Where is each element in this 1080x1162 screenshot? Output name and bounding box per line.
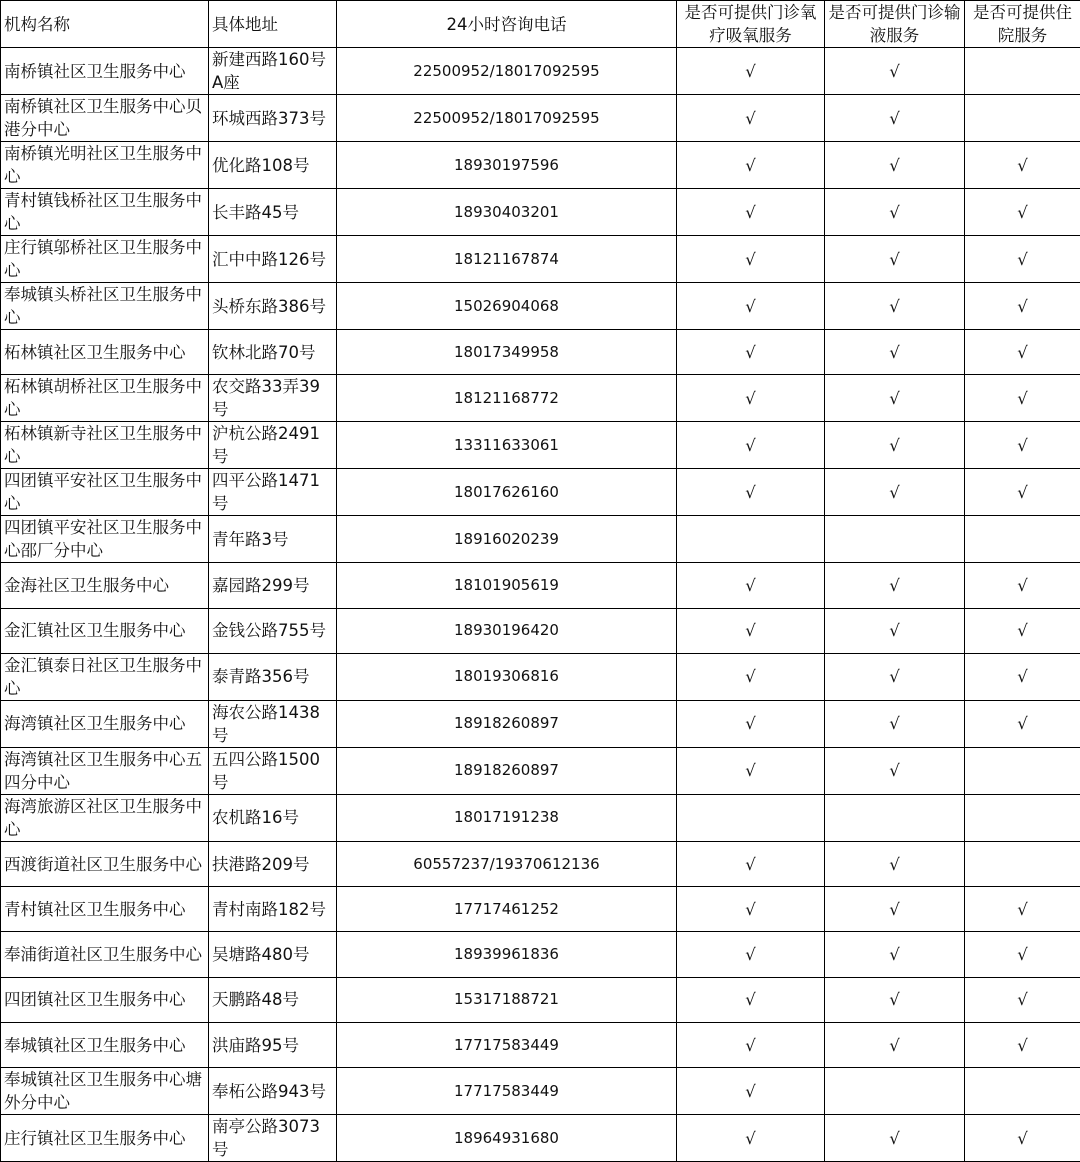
cell-name: 柘林镇新寺社区卫生服务中心 [1, 422, 209, 469]
header-infusion-service: 是否可提供门诊输液服务 [825, 1, 965, 48]
cell-inpatient-mark: √ [965, 422, 1080, 469]
cell-oxygen-mark: √ [677, 608, 825, 653]
cell-infusion-mark: √ [825, 977, 965, 1022]
cell-address: 扶港路209号 [209, 841, 337, 886]
cell-oxygen-mark: √ [677, 887, 825, 932]
cell-inpatient-mark [965, 95, 1080, 142]
cell-infusion-mark: √ [825, 330, 965, 375]
cell-inpatient-mark: √ [965, 563, 1080, 608]
cell-address: 汇中中路126号 [209, 236, 337, 283]
cell-phone: 18121168772 [337, 375, 677, 422]
cell-address: 农交路33弄39号 [209, 375, 337, 422]
header-phone: 24小时咨询电话 [337, 1, 677, 48]
cell-name: 奉浦街道社区卫生服务中心 [1, 932, 209, 977]
cell-infusion-mark [825, 794, 965, 841]
cell-infusion-mark: √ [825, 283, 965, 330]
table-row [1, 1023, 1080, 1068]
cell-inpatient-mark [965, 794, 1080, 841]
cell-oxygen-mark: √ [677, 700, 825, 747]
cell-oxygen-mark: √ [677, 95, 825, 142]
table-row [1, 189, 1080, 236]
header-inpatient-service: 是否可提供住院服务 [965, 1, 1080, 48]
cell-address: 青年路3号 [209, 516, 337, 563]
cell-inpatient-mark: √ [965, 330, 1080, 375]
cell-oxygen-mark: √ [677, 563, 825, 608]
table-row [1, 469, 1080, 516]
cell-oxygen-mark [677, 516, 825, 563]
table-row [1, 887, 1080, 932]
cell-oxygen-mark [677, 794, 825, 841]
cell-address: 五四公路1500号 [209, 747, 337, 794]
cell-address: 头桥东路386号 [209, 283, 337, 330]
cell-name: 四团镇社区卫生服务中心 [1, 977, 209, 1022]
cell-address: 新建西路160号A座 [209, 48, 337, 95]
cell-phone: 18930196420 [337, 608, 677, 653]
cell-oxygen-mark: √ [677, 1068, 825, 1115]
cell-oxygen-mark: √ [677, 283, 825, 330]
cell-name: 青村镇社区卫生服务中心 [1, 887, 209, 932]
cell-address: 吴塘路480号 [209, 932, 337, 977]
table-row [1, 142, 1080, 189]
cell-name: 奉城镇社区卫生服务中心 [1, 1023, 209, 1068]
cell-inpatient-mark: √ [965, 1023, 1080, 1068]
table-row [1, 48, 1080, 95]
cell-phone: 18017349958 [337, 330, 677, 375]
cell-oxygen-mark: √ [677, 1023, 825, 1068]
cell-inpatient-mark: √ [965, 142, 1080, 189]
cell-address: 四平公路1471号 [209, 469, 337, 516]
cell-phone: 18964931680 [337, 1115, 677, 1162]
cell-infusion-mark: √ [825, 700, 965, 747]
cell-oxygen-mark: √ [677, 330, 825, 375]
cell-address: 奉柘公路943号 [209, 1068, 337, 1115]
header-row [1, 1, 1080, 48]
cell-name: 金海社区卫生服务中心 [1, 563, 209, 608]
cell-name: 四团镇平安社区卫生服务中心 [1, 469, 209, 516]
cell-inpatient-mark: √ [965, 977, 1080, 1022]
cell-name: 海湾镇社区卫生服务中心 [1, 700, 209, 747]
cell-inpatient-mark [965, 48, 1080, 95]
cell-name: 奉城镇社区卫生服务中心塘外分中心 [1, 1068, 209, 1115]
cell-name: 庄行镇社区卫生服务中心 [1, 1115, 209, 1162]
cell-inpatient-mark [965, 516, 1080, 563]
cell-address: 嘉园路299号 [209, 563, 337, 608]
cell-infusion-mark [825, 516, 965, 563]
header-address: 具体地址 [209, 1, 337, 48]
cell-infusion-mark: √ [825, 563, 965, 608]
cell-inpatient-mark [965, 841, 1080, 886]
cell-oxygen-mark: √ [677, 236, 825, 283]
cell-name: 庄行镇邬桥社区卫生服务中心 [1, 236, 209, 283]
cell-oxygen-mark: √ [677, 841, 825, 886]
cell-inpatient-mark: √ [965, 189, 1080, 236]
cell-infusion-mark: √ [825, 1115, 965, 1162]
cell-phone: 17717583449 [337, 1023, 677, 1068]
cell-phone: 18121167874 [337, 236, 677, 283]
table-row [1, 747, 1080, 794]
cell-inpatient-mark: √ [965, 375, 1080, 422]
cell-phone: 18939961836 [337, 932, 677, 977]
cell-infusion-mark: √ [825, 1023, 965, 1068]
table-row [1, 700, 1080, 747]
cell-address: 优化路108号 [209, 142, 337, 189]
cell-name: 金汇镇社区卫生服务中心 [1, 608, 209, 653]
cell-infusion-mark: √ [825, 422, 965, 469]
cell-infusion-mark: √ [825, 142, 965, 189]
cell-name: 南桥镇社区卫生服务中心 [1, 48, 209, 95]
cell-oxygen-mark: √ [677, 653, 825, 700]
cell-oxygen-mark: √ [677, 142, 825, 189]
table-row [1, 653, 1080, 700]
cell-infusion-mark: √ [825, 48, 965, 95]
cell-oxygen-mark: √ [677, 48, 825, 95]
cell-oxygen-mark: √ [677, 469, 825, 516]
cell-phone: 22500952/18017092595 [337, 95, 677, 142]
cell-name: 奉城镇头桥社区卫生服务中心 [1, 283, 209, 330]
table-row [1, 422, 1080, 469]
cell-phone: 15026904068 [337, 283, 677, 330]
cell-phone: 22500952/18017092595 [337, 48, 677, 95]
cell-address: 金钱公路755号 [209, 608, 337, 653]
cell-oxygen-mark: √ [677, 422, 825, 469]
cell-name: 南桥镇光明社区卫生服务中心 [1, 142, 209, 189]
cell-oxygen-mark: √ [677, 375, 825, 422]
cell-name: 海湾旅游区社区卫生服务中心 [1, 794, 209, 841]
table-row [1, 330, 1080, 375]
cell-name: 海湾镇社区卫生服务中心五四分中心 [1, 747, 209, 794]
cell-inpatient-mark [965, 1068, 1080, 1115]
table-row [1, 1068, 1080, 1115]
cell-infusion-mark: √ [825, 887, 965, 932]
cell-name: 柘林镇胡桥社区卫生服务中心 [1, 375, 209, 422]
cell-oxygen-mark: √ [677, 189, 825, 236]
cell-infusion-mark: √ [825, 189, 965, 236]
header-name: 机构名称 [1, 1, 209, 48]
cell-address: 天鹏路48号 [209, 977, 337, 1022]
table-row [1, 977, 1080, 1022]
cell-phone: 60557237/19370612136 [337, 841, 677, 886]
cell-address: 长丰路45号 [209, 189, 337, 236]
table-row [1, 283, 1080, 330]
cell-name: 柘林镇社区卫生服务中心 [1, 330, 209, 375]
cell-infusion-mark: √ [825, 608, 965, 653]
cell-infusion-mark [825, 1068, 965, 1115]
cell-name: 金汇镇泰日社区卫生服务中心 [1, 653, 209, 700]
cell-phone: 18017626160 [337, 469, 677, 516]
table-row [1, 563, 1080, 608]
cell-infusion-mark: √ [825, 841, 965, 886]
cell-phone: 18101905619 [337, 563, 677, 608]
cell-phone: 18916020239 [337, 516, 677, 563]
cell-inpatient-mark: √ [965, 700, 1080, 747]
cell-oxygen-mark: √ [677, 747, 825, 794]
cell-infusion-mark: √ [825, 95, 965, 142]
cell-address: 泰青路356号 [209, 653, 337, 700]
cell-address: 南亭公路3073号 [209, 1115, 337, 1162]
cell-oxygen-mark: √ [677, 932, 825, 977]
table-row [1, 1115, 1080, 1162]
cell-infusion-mark: √ [825, 375, 965, 422]
cell-inpatient-mark: √ [965, 1115, 1080, 1162]
cell-inpatient-mark: √ [965, 887, 1080, 932]
cell-address: 沪杭公路2491号 [209, 422, 337, 469]
cell-infusion-mark: √ [825, 932, 965, 977]
cell-phone: 17717583449 [337, 1068, 677, 1115]
cell-phone: 18930197596 [337, 142, 677, 189]
cell-name: 西渡街道社区卫生服务中心 [1, 841, 209, 886]
table-row [1, 236, 1080, 283]
cell-phone: 17717461252 [337, 887, 677, 932]
table-row [1, 841, 1080, 886]
cell-address: 洪庙路95号 [209, 1023, 337, 1068]
cell-infusion-mark: √ [825, 469, 965, 516]
table-row [1, 608, 1080, 653]
cell-phone: 18017191238 [337, 794, 677, 841]
cell-inpatient-mark: √ [965, 932, 1080, 977]
table-row [1, 516, 1080, 563]
cell-inpatient-mark [965, 747, 1080, 794]
table-row [1, 932, 1080, 977]
table-row [1, 95, 1080, 142]
cell-phone: 15317188721 [337, 977, 677, 1022]
cell-infusion-mark: √ [825, 236, 965, 283]
cell-address: 农机路16号 [209, 794, 337, 841]
cell-inpatient-mark: √ [965, 608, 1080, 653]
table-row [1, 375, 1080, 422]
cell-inpatient-mark: √ [965, 283, 1080, 330]
cell-phone: 18918260897 [337, 700, 677, 747]
cell-oxygen-mark: √ [677, 1115, 825, 1162]
cell-phone: 18019306816 [337, 653, 677, 700]
cell-address: 环城西路373号 [209, 95, 337, 142]
cell-name: 四团镇平安社区卫生服务中心邵厂分中心 [1, 516, 209, 563]
cell-address: 海农公路1438号 [209, 700, 337, 747]
cell-inpatient-mark: √ [965, 236, 1080, 283]
cell-oxygen-mark: √ [677, 977, 825, 1022]
cell-address: 钦林北路70号 [209, 330, 337, 375]
header-oxygen-service: 是否可提供门诊氧疗吸氧服务 [677, 1, 825, 48]
cell-address: 青村南路182号 [209, 887, 337, 932]
cell-infusion-mark: √ [825, 747, 965, 794]
cell-phone: 13311633061 [337, 422, 677, 469]
cell-name: 青村镇钱桥社区卫生服务中心 [1, 189, 209, 236]
cell-infusion-mark: √ [825, 653, 965, 700]
cell-phone: 18930403201 [337, 189, 677, 236]
cell-phone: 18918260897 [337, 747, 677, 794]
cell-name: 南桥镇社区卫生服务中心贝港分中心 [1, 95, 209, 142]
cell-inpatient-mark: √ [965, 469, 1080, 516]
cell-inpatient-mark: √ [965, 653, 1080, 700]
table-row [1, 794, 1080, 841]
